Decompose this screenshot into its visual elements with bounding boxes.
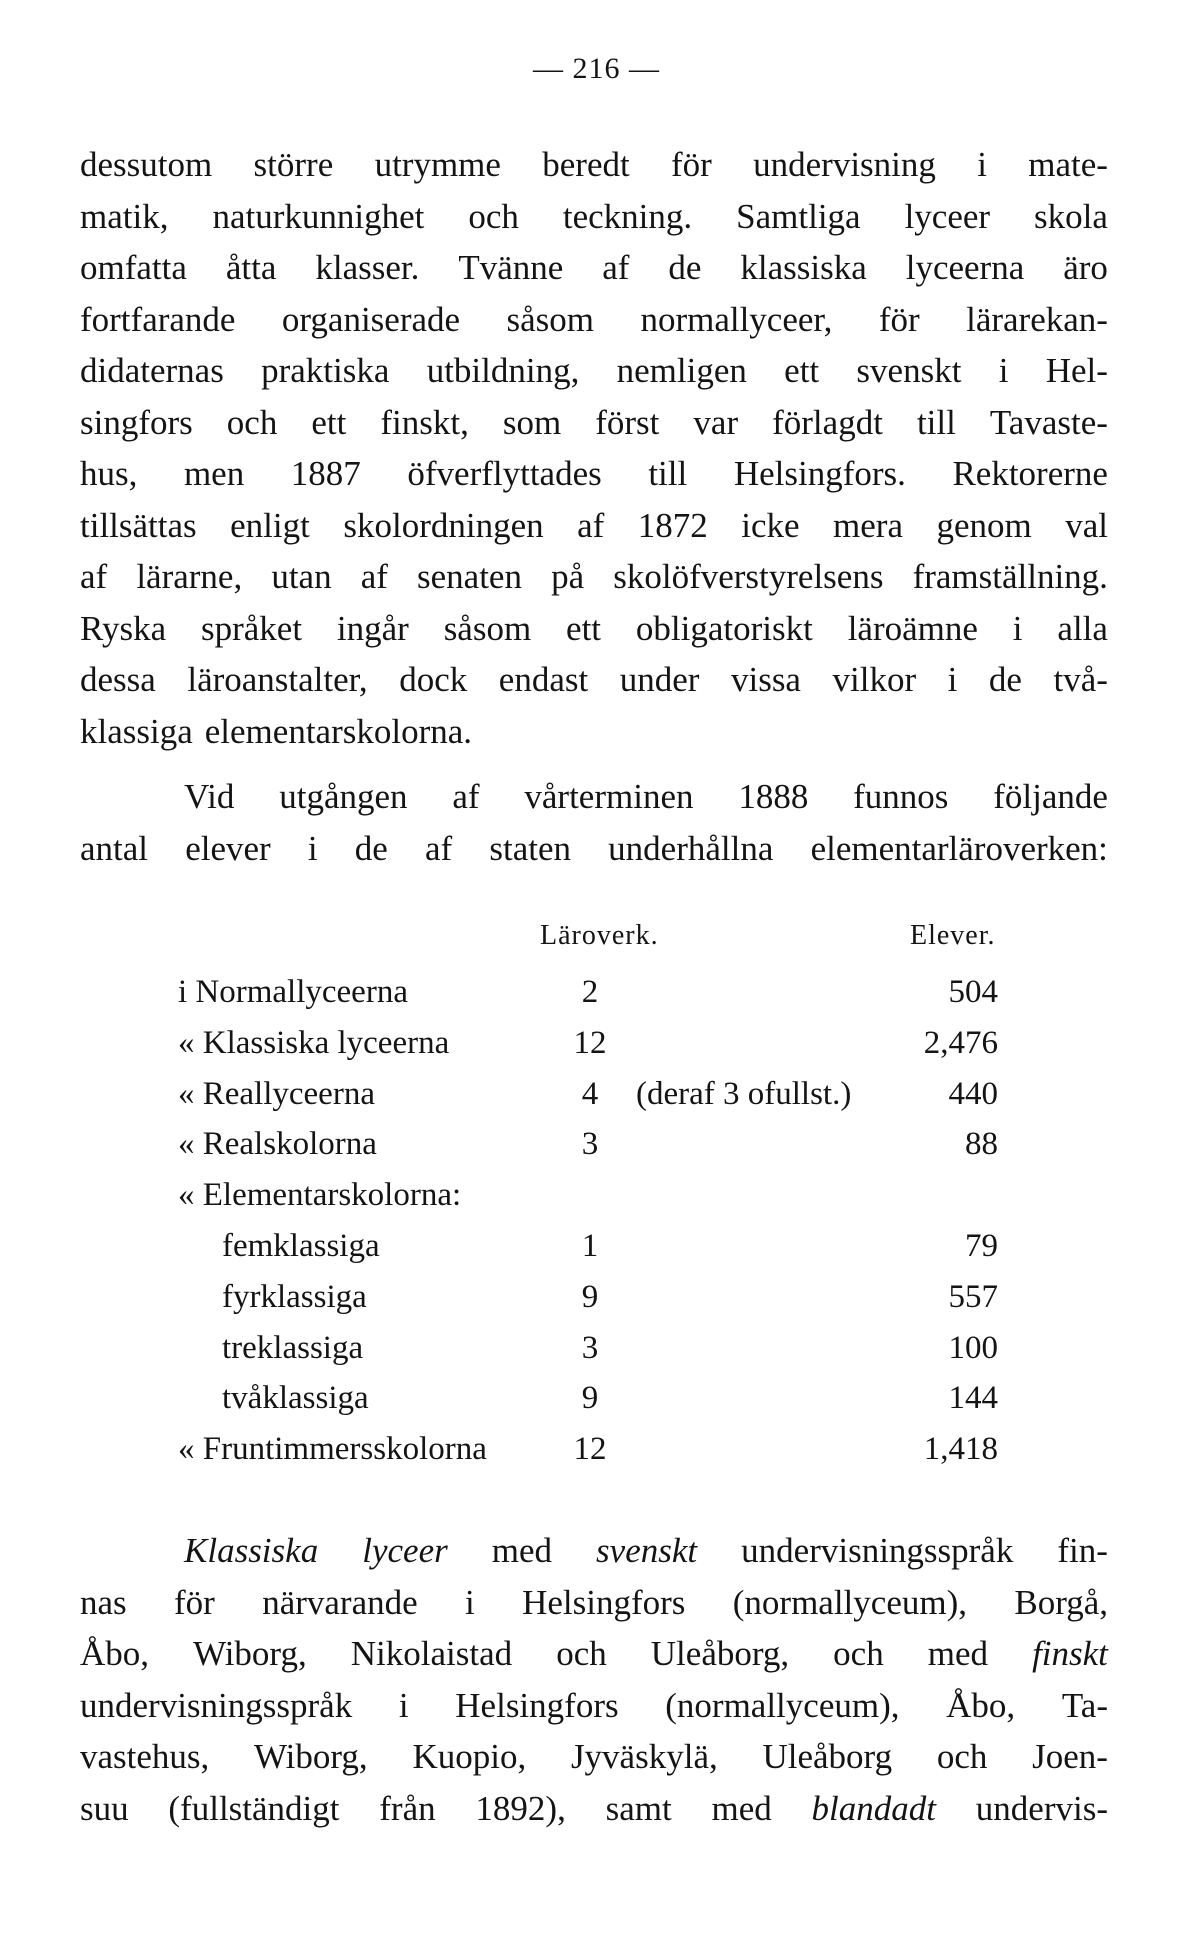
text-line: [80, 346, 1108, 398]
text-line: [80, 707, 1108, 759]
row-label: « Realskolorna: [178, 1126, 377, 1163]
school-count: 3: [581, 1329, 599, 1366]
word: större: [253, 145, 334, 184]
word: (fullständigt: [168, 1788, 340, 1828]
pupil-count: 440: [948, 1075, 998, 1112]
word: på: [551, 557, 585, 596]
word: Klassiska: [184, 1531, 319, 1570]
text-line: [80, 1681, 1108, 1733]
word: staten: [489, 828, 571, 868]
text-line: [80, 1784, 1108, 1836]
word: i: [307, 828, 318, 868]
word: Uleåborg: [762, 1737, 893, 1776]
word: utan: [271, 557, 332, 596]
word: klasser.: [315, 248, 420, 287]
word: (normallyceum),: [732, 1582, 967, 1622]
word: de: [668, 248, 702, 287]
word: normallyceer,: [640, 299, 833, 339]
text-line: [80, 243, 1108, 295]
word: nemligen: [616, 351, 747, 390]
row-label: « Fruntimmersskolorna: [178, 1431, 487, 1468]
word: lyceer: [904, 196, 991, 236]
word: alla: [1057, 608, 1108, 648]
row-label: « Reallyceerna: [178, 1075, 375, 1112]
word: elementarskolorna.: [204, 711, 473, 751]
word: och: [226, 402, 278, 442]
pupil-count: 88: [965, 1126, 998, 1163]
word: i: [465, 1582, 475, 1622]
word: förlagdt: [772, 402, 883, 442]
word: Tvänne: [458, 248, 564, 287]
paragraph-1: [80, 140, 1108, 758]
school-count: 12: [573, 1024, 607, 1061]
pupil-count: 144: [948, 1380, 998, 1417]
word: svenskt: [596, 1531, 698, 1570]
word: finskt,: [380, 402, 469, 442]
word: enligt: [230, 505, 310, 545]
column-header-laroverk: Läroverk.: [540, 920, 659, 951]
word: lärarne,: [136, 557, 243, 596]
word: till: [648, 454, 688, 493]
word: naturkunnighet: [212, 196, 425, 236]
word: Ryska: [80, 608, 167, 648]
school-count: 12: [573, 1431, 607, 1468]
word: Wiborg,: [193, 1634, 307, 1673]
word: val: [1065, 505, 1108, 545]
word: af: [602, 248, 630, 287]
school-count: 4: [581, 1075, 599, 1112]
word: ett: [784, 351, 820, 390]
word: skola: [1034, 196, 1108, 236]
table-row: [0, 1380, 1193, 1428]
word: 1892),: [475, 1788, 566, 1828]
word: de: [354, 828, 388, 868]
word: undervisningsspråk: [741, 1531, 1014, 1570]
row-label: « Klassiska lyceerna: [178, 1024, 450, 1061]
word: af: [452, 777, 480, 816]
word: för: [671, 145, 712, 184]
word: underhållna: [608, 828, 774, 868]
word: Åbo,: [946, 1685, 1016, 1725]
paragraph-2: [80, 772, 1108, 875]
word: tillsättas: [80, 505, 197, 545]
word: undervisningsspråk: [80, 1685, 353, 1725]
word: senaten: [417, 557, 522, 596]
word: i: [947, 660, 958, 699]
word: vilkor: [832, 660, 917, 699]
word: af: [424, 828, 453, 868]
word: Uleåborg,: [650, 1634, 790, 1673]
table-row: [0, 1279, 1193, 1327]
text-line: [80, 192, 1108, 244]
text-line: [80, 772, 1108, 824]
word: 1872: [637, 505, 708, 545]
word: från: [379, 1788, 436, 1828]
text-line: [80, 1578, 1108, 1630]
word: ett: [566, 608, 602, 648]
word: och: [556, 1634, 607, 1673]
text-line: [80, 140, 1108, 192]
word: åtta: [225, 248, 277, 287]
text-line: [80, 655, 1108, 707]
word: elever: [185, 828, 271, 868]
word: antal: [80, 828, 149, 868]
word: skolöfverstyrelsens: [613, 557, 884, 596]
page-number: — 216 —: [533, 52, 660, 85]
text-line: [80, 552, 1108, 604]
word: Hel-: [1045, 351, 1108, 390]
word: mate-: [1028, 145, 1108, 184]
column-header-elever: Elever.: [910, 920, 996, 951]
word: af: [577, 505, 605, 545]
word: praktiska: [261, 351, 390, 390]
word: dessa: [80, 660, 156, 699]
word: vårterminen: [524, 777, 694, 816]
word: först: [595, 402, 660, 442]
word: mera: [833, 505, 903, 545]
word: följande: [993, 777, 1108, 816]
table-row: [0, 1025, 1193, 1073]
word: af: [80, 557, 108, 596]
word: fin-: [1057, 1531, 1108, 1570]
word: lyceer: [362, 1531, 448, 1570]
word: läroanstalter,: [187, 660, 368, 699]
table-row: [0, 1177, 1193, 1225]
table-row: [0, 1076, 1193, 1124]
row-label: fyrklassiga: [222, 1278, 367, 1315]
word: lyceerna: [905, 248, 1025, 287]
text-line: [80, 1629, 1108, 1681]
word: endast: [498, 660, 589, 699]
school-count: 1: [581, 1228, 599, 1264]
word: klassiga: [80, 711, 193, 751]
word: dock: [399, 660, 468, 699]
word: singfors: [80, 402, 193, 442]
word: under: [619, 660, 700, 699]
text-line: [80, 295, 1108, 347]
word: läroämne: [847, 608, 978, 648]
word: språket: [200, 608, 303, 648]
word: genom: [936, 505, 1032, 545]
word: hus,: [80, 454, 138, 493]
word: undervisning: [753, 145, 936, 184]
word: suu: [80, 1788, 129, 1828]
word: såsom: [506, 299, 594, 339]
word: fortfarande: [80, 299, 236, 339]
word: i: [998, 351, 1009, 390]
word: Wiborg,: [254, 1737, 368, 1776]
pupil-count: 79: [965, 1228, 998, 1264]
word: finskt: [1032, 1634, 1108, 1673]
table-row: [0, 1126, 1193, 1174]
word: ingår: [336, 608, 409, 648]
word: och: [936, 1737, 988, 1776]
word: teckning.: [562, 196, 693, 236]
word: Helsingfors.: [733, 454, 906, 493]
word: svenskt: [856, 351, 962, 390]
word: funnos: [853, 777, 949, 816]
word: med: [711, 1788, 772, 1828]
word: med: [491, 1531, 553, 1570]
word: lärarekan-: [966, 299, 1108, 339]
word: som: [502, 402, 562, 442]
pupil-count: 504: [948, 974, 998, 1010]
word: matik,: [80, 196, 169, 236]
text-line: [80, 501, 1108, 553]
word: Vid: [184, 777, 235, 816]
word: Helsingfors: [522, 1582, 686, 1622]
word: omfatta: [80, 248, 187, 287]
row-label: treklassiga: [222, 1329, 364, 1366]
row-label: i Normallyceerna: [178, 974, 408, 1010]
school-count: 9: [581, 1380, 599, 1417]
word: beredt: [542, 145, 630, 184]
word: organiserade: [281, 299, 461, 339]
text-line: [80, 398, 1108, 450]
text-line: [80, 604, 1108, 656]
word: med: [927, 1634, 989, 1673]
table-row: [0, 974, 1193, 1022]
word: samt: [605, 1788, 672, 1828]
word: dessutom: [80, 145, 213, 184]
word: af: [360, 557, 388, 596]
row-label: femklassiga: [222, 1228, 380, 1264]
word: men: [183, 454, 245, 493]
table-row: [0, 1228, 1193, 1276]
word: elementarläroverken:: [810, 828, 1108, 868]
word: blandadt: [811, 1788, 936, 1828]
word: nas: [80, 1582, 127, 1622]
word: 1887: [290, 454, 361, 493]
word: icke: [741, 505, 800, 545]
school-count: 9: [581, 1278, 599, 1315]
school-count: 3: [581, 1126, 599, 1163]
pupil-count: 1,418: [923, 1431, 998, 1468]
word: Kuopio,: [412, 1737, 527, 1776]
word: såsom: [443, 608, 532, 648]
pupil-count: 2,476: [923, 1024, 998, 1061]
word: Jyväskylä,: [570, 1737, 718, 1776]
word: öfverflyttades: [407, 454, 602, 493]
word: 1888: [738, 777, 809, 816]
word: vastehus,: [80, 1737, 210, 1776]
word: närvarande: [262, 1582, 418, 1622]
word: obligatoriskt: [635, 608, 813, 648]
word: utgången: [279, 777, 408, 816]
word: vissa: [730, 660, 801, 699]
word: utbildning,: [426, 351, 580, 390]
word: utrymme: [374, 145, 501, 184]
word: i: [1012, 608, 1023, 648]
word: Samtliga: [736, 196, 861, 236]
word: skolordningen: [343, 505, 544, 545]
word: (normallyceum),: [665, 1685, 900, 1725]
text-line: [80, 1732, 1108, 1784]
word: undervis-: [975, 1788, 1108, 1828]
word: i: [398, 1685, 409, 1725]
word: var: [693, 402, 739, 442]
row-label: « Elementarskolorna:: [178, 1177, 462, 1214]
row-note: (deraf 3 ofullst.): [636, 1075, 852, 1112]
word: Rektorerne: [952, 454, 1108, 493]
word: äro: [1063, 248, 1108, 287]
table-row: [0, 1330, 1193, 1378]
word: och: [468, 196, 519, 236]
pupil-count: 100: [948, 1329, 998, 1366]
word: Nikolaistad: [350, 1634, 513, 1673]
school-count: 2: [581, 974, 599, 1010]
paragraph-3: [80, 1526, 1108, 1835]
word: framställning.: [912, 557, 1108, 596]
word: de: [988, 660, 1022, 699]
word: för: [878, 299, 920, 339]
word: och: [833, 1634, 884, 1673]
word: till: [916, 402, 956, 442]
pupil-count: 557: [948, 1278, 998, 1315]
word: för: [174, 1582, 215, 1622]
word: Åbo,: [80, 1634, 150, 1673]
text-line: [80, 824, 1108, 876]
word: Borgå,: [1014, 1582, 1108, 1622]
word: två-: [1053, 660, 1108, 699]
row-label: tvåklassiga: [222, 1380, 369, 1417]
word: Tavaste-: [989, 402, 1108, 442]
word: Helsingfors: [455, 1685, 619, 1725]
word: Joen-: [1032, 1737, 1108, 1776]
word: ett: [311, 402, 347, 442]
word: didaternas: [80, 351, 224, 390]
word: Ta-: [1061, 1685, 1108, 1725]
text-line: [80, 1526, 1108, 1578]
text-line: [80, 449, 1108, 501]
word: klassiska: [740, 248, 867, 287]
table-row: [0, 1431, 1193, 1479]
word: i: [977, 145, 987, 184]
